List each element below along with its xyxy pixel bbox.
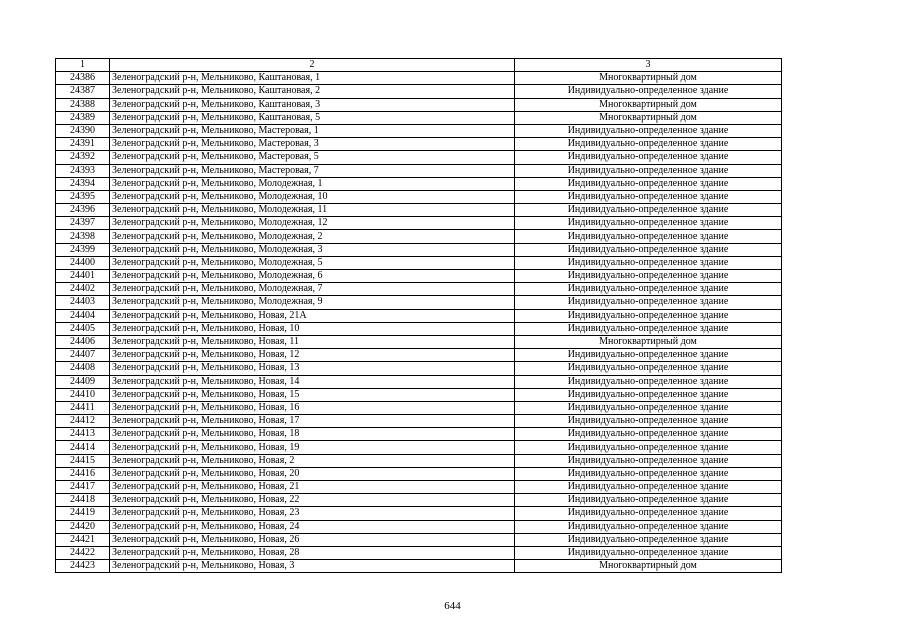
table-row [56,164,782,177]
row-building-type: Индивидуально-определенное здание [515,401,782,414]
document-table [55,58,782,573]
table-row [56,204,782,217]
row-address: Зеленоградский р-н, Мельниково, Каштановая, 3 [110,98,515,111]
row-building-type: Индивидуально-определенное здание [515,375,782,388]
row-address: Зеленоградский р-н, Мельниково, Молодежная, 12 [110,217,515,230]
row-number: 24409 [56,375,110,388]
row-number: 24420 [56,520,110,533]
table-row [56,520,782,533]
row-number: 24399 [56,243,110,256]
row-number: 24389 [56,111,110,124]
row-number: 24402 [56,283,110,296]
table-row [56,124,782,137]
row-address: Зеленоградский р-н, Мельниково, Молодежная, 1 [110,177,515,190]
row-building-type: Многоквартирный дом [515,335,782,348]
table-row [56,296,782,309]
table-row [56,151,782,164]
row-address: Зеленоградский р-н, Мельниково, Молодежная, 3 [110,243,515,256]
row-number: 24386 [56,72,110,85]
table-row [56,217,782,230]
row-building-type: Индивидуально-определенное здание [515,164,782,177]
row-number: 24388 [56,98,110,111]
row-address: Зеленоградский р-н, Мельниково, Молодежная, 7 [110,283,515,296]
row-building-type: Индивидуально-определенное здание [515,546,782,559]
row-building-type: Индивидуально-определенное здание [515,85,782,98]
row-address: Зеленоградский р-н, Мельниково, Новая, 2 [110,454,515,467]
row-building-type: Индивидуально-определенное здание [515,270,782,283]
row-number: 24416 [56,467,110,480]
table-row [56,415,782,428]
row-number: 24417 [56,481,110,494]
row-building-type: Индивидуально-определенное здание [515,204,782,217]
table-row [56,283,782,296]
row-number: 24392 [56,151,110,164]
row-address: Зеленоградский р-н, Мельниково, Новая, 20 [110,467,515,480]
row-building-type: Индивидуально-определенное здание [515,230,782,243]
column-header-type: 3 [515,59,782,72]
row-address: Зеленоградский р-н, Мельниково, Новая, 22 [110,494,515,507]
row-building-type: Индивидуально-определенное здание [515,190,782,203]
row-address: Зеленоградский р-н, Мельниково, Мастеровая, 5 [110,151,515,164]
table-row [56,111,782,124]
row-address: Зеленоградский р-н, Мельниково, Новая, 14 [110,375,515,388]
table-row [56,270,782,283]
row-building-type: Индивидуально-определенное здание [515,322,782,335]
row-building-type: Индивидуально-определенное здание [515,533,782,546]
row-address: Зеленоградский р-н, Мельниково, Мастеровая, 7 [110,164,515,177]
row-building-type: Индивидуально-определенное здание [515,467,782,480]
page-number: 644 [444,600,461,612]
table-row [56,309,782,322]
row-number: 24412 [56,415,110,428]
table-row [56,177,782,190]
table-row [56,546,782,559]
table-row [56,560,782,573]
row-building-type: Индивидуально-определенное здание [515,428,782,441]
row-number: 24395 [56,190,110,203]
row-number: 24394 [56,177,110,190]
table-row [56,138,782,151]
row-address: Зеленоградский р-н, Мельниково, Новая, 10 [110,322,515,335]
row-address: Зеленоградский р-н, Мельниково, Каштановая, 2 [110,85,515,98]
table-header-row [56,59,782,72]
table-row [56,375,782,388]
column-header-address: 2 [110,59,515,72]
row-address: Зеленоградский р-н, Мельниково, Новая, 11 [110,335,515,348]
table-row [56,507,782,520]
row-building-type: Индивидуально-определенное здание [515,481,782,494]
table-row [56,322,782,335]
row-address: Зеленоградский р-н, Мельниково, Молодежная, 9 [110,296,515,309]
row-address: Зеленоградский р-н, Мельниково, Молодежная, 2 [110,230,515,243]
row-address: Зеленоградский р-н, Мельниково, Новая, 12 [110,349,515,362]
table-row [56,401,782,414]
row-number: 24393 [56,164,110,177]
table-row [56,256,782,269]
row-building-type: Индивидуально-определенное здание [515,243,782,256]
row-number: 24387 [56,85,110,98]
row-building-type: Многоквартирный дом [515,72,782,85]
row-address: Зеленоградский р-н, Мельниково, Новая, 21А [110,309,515,322]
row-building-type: Индивидуально-определенное здание [515,415,782,428]
table-row [56,98,782,111]
row-number: 24403 [56,296,110,309]
row-number: 24411 [56,401,110,414]
row-building-type: Индивидуально-определенное здание [515,151,782,164]
row-address: Зеленоградский р-н, Мельниково, Каштановая, 1 [110,72,515,85]
table-row [56,533,782,546]
row-address: Зеленоградский р-н, Мельниково, Новая, 17 [110,415,515,428]
row-building-type: Индивидуально-определенное здание [515,454,782,467]
table-row [56,349,782,362]
row-building-type: Индивидуально-определенное здание [515,256,782,269]
row-building-type: Индивидуально-определенное здание [515,494,782,507]
row-number: 24396 [56,204,110,217]
table-row [56,428,782,441]
row-number: 24410 [56,388,110,401]
row-address: Зеленоградский р-н, Мельниково, Новая, 24 [110,520,515,533]
row-address: Зеленоградский р-н, Мельниково, Мастеровая, 3 [110,138,515,151]
row-number: 24408 [56,362,110,375]
row-number: 24401 [56,270,110,283]
row-building-type: Многоквартирный дом [515,98,782,111]
table-row [56,335,782,348]
row-number: 24390 [56,124,110,137]
row-number: 24421 [56,533,110,546]
row-building-type: Индивидуально-определенное здание [515,388,782,401]
row-building-type: Индивидуально-определенное здание [515,217,782,230]
row-number: 24397 [56,217,110,230]
row-address: Зеленоградский р-н, Мельниково, Новая, 3 [110,560,515,573]
column-header-number: 1 [56,59,110,72]
row-number: 24406 [56,335,110,348]
row-number: 24407 [56,349,110,362]
table-row [56,362,782,375]
row-building-type: Индивидуально-определенное здание [515,441,782,454]
row-address: Зеленоградский р-н, Мельниково, Новая, 18 [110,428,515,441]
row-number: 24419 [56,507,110,520]
row-building-type: Индивидуально-определенное здание [515,296,782,309]
table-row [56,72,782,85]
row-building-type: Индивидуально-определенное здание [515,177,782,190]
row-address: Зеленоградский р-н, Мельниково, Молодежная, 6 [110,270,515,283]
row-building-type: Многоквартирный дом [515,111,782,124]
row-building-type: Индивидуально-определенное здание [515,283,782,296]
row-address: Зеленоградский р-н, Мельниково, Новая, 19 [110,441,515,454]
row-number: 24422 [56,546,110,559]
row-building-type: Индивидуально-определенное здание [515,362,782,375]
table-row [56,441,782,454]
row-building-type: Индивидуально-определенное здание [515,520,782,533]
table-row [56,230,782,243]
row-building-type: Индивидуально-определенное здание [515,349,782,362]
row-address: Зеленоградский р-н, Мельниково, Новая, 13 [110,362,515,375]
row-address: Зеленоградский р-н, Мельниково, Новая, 28 [110,546,515,559]
table-row [56,190,782,203]
table-row [56,467,782,480]
table-row [56,243,782,256]
row-address: Зеленоградский р-н, Мельниково, Новая, 16 [110,401,515,414]
row-number: 24398 [56,230,110,243]
row-building-type: Индивидуально-определенное здание [515,138,782,151]
row-address: Зеленоградский р-н, Мельниково, Новая, 21 [110,481,515,494]
row-building-type: Индивидуально-определенное здание [515,507,782,520]
row-address: Зеленоградский р-н, Мельниково, Молодежная, 10 [110,190,515,203]
row-address: Зеленоградский р-н, Мельниково, Новая, 15 [110,388,515,401]
row-number: 24391 [56,138,110,151]
row-number: 24413 [56,428,110,441]
row-address: Зеленоградский р-н, Мельниково, Новая, 26 [110,533,515,546]
row-address: Зеленоградский р-н, Мельниково, Каштановая, 5 [110,111,515,124]
row-address: Зеленоградский р-н, Мельниково, Молодежная, 11 [110,204,515,217]
table-row [56,388,782,401]
table-row [56,454,782,467]
table-row [56,85,782,98]
row-address: Зеленоградский р-н, Мельниково, Новая, 23 [110,507,515,520]
row-number: 24400 [56,256,110,269]
table-row [56,494,782,507]
row-address: Зеленоградский р-н, Мельниково, Молодежная, 5 [110,256,515,269]
row-number: 24404 [56,309,110,322]
row-building-type: Индивидуально-определенное здание [515,309,782,322]
row-number: 24405 [56,322,110,335]
row-address: Зеленоградский р-н, Мельниково, Мастеровая, 1 [110,124,515,137]
row-number: 24414 [56,441,110,454]
row-number: 24423 [56,560,110,573]
row-building-type: Индивидуально-определенное здание [515,124,782,137]
row-number: 24415 [56,454,110,467]
table-body [56,59,782,573]
table-row [56,481,782,494]
row-building-type: Многоквартирный дом [515,560,782,573]
row-number: 24418 [56,494,110,507]
